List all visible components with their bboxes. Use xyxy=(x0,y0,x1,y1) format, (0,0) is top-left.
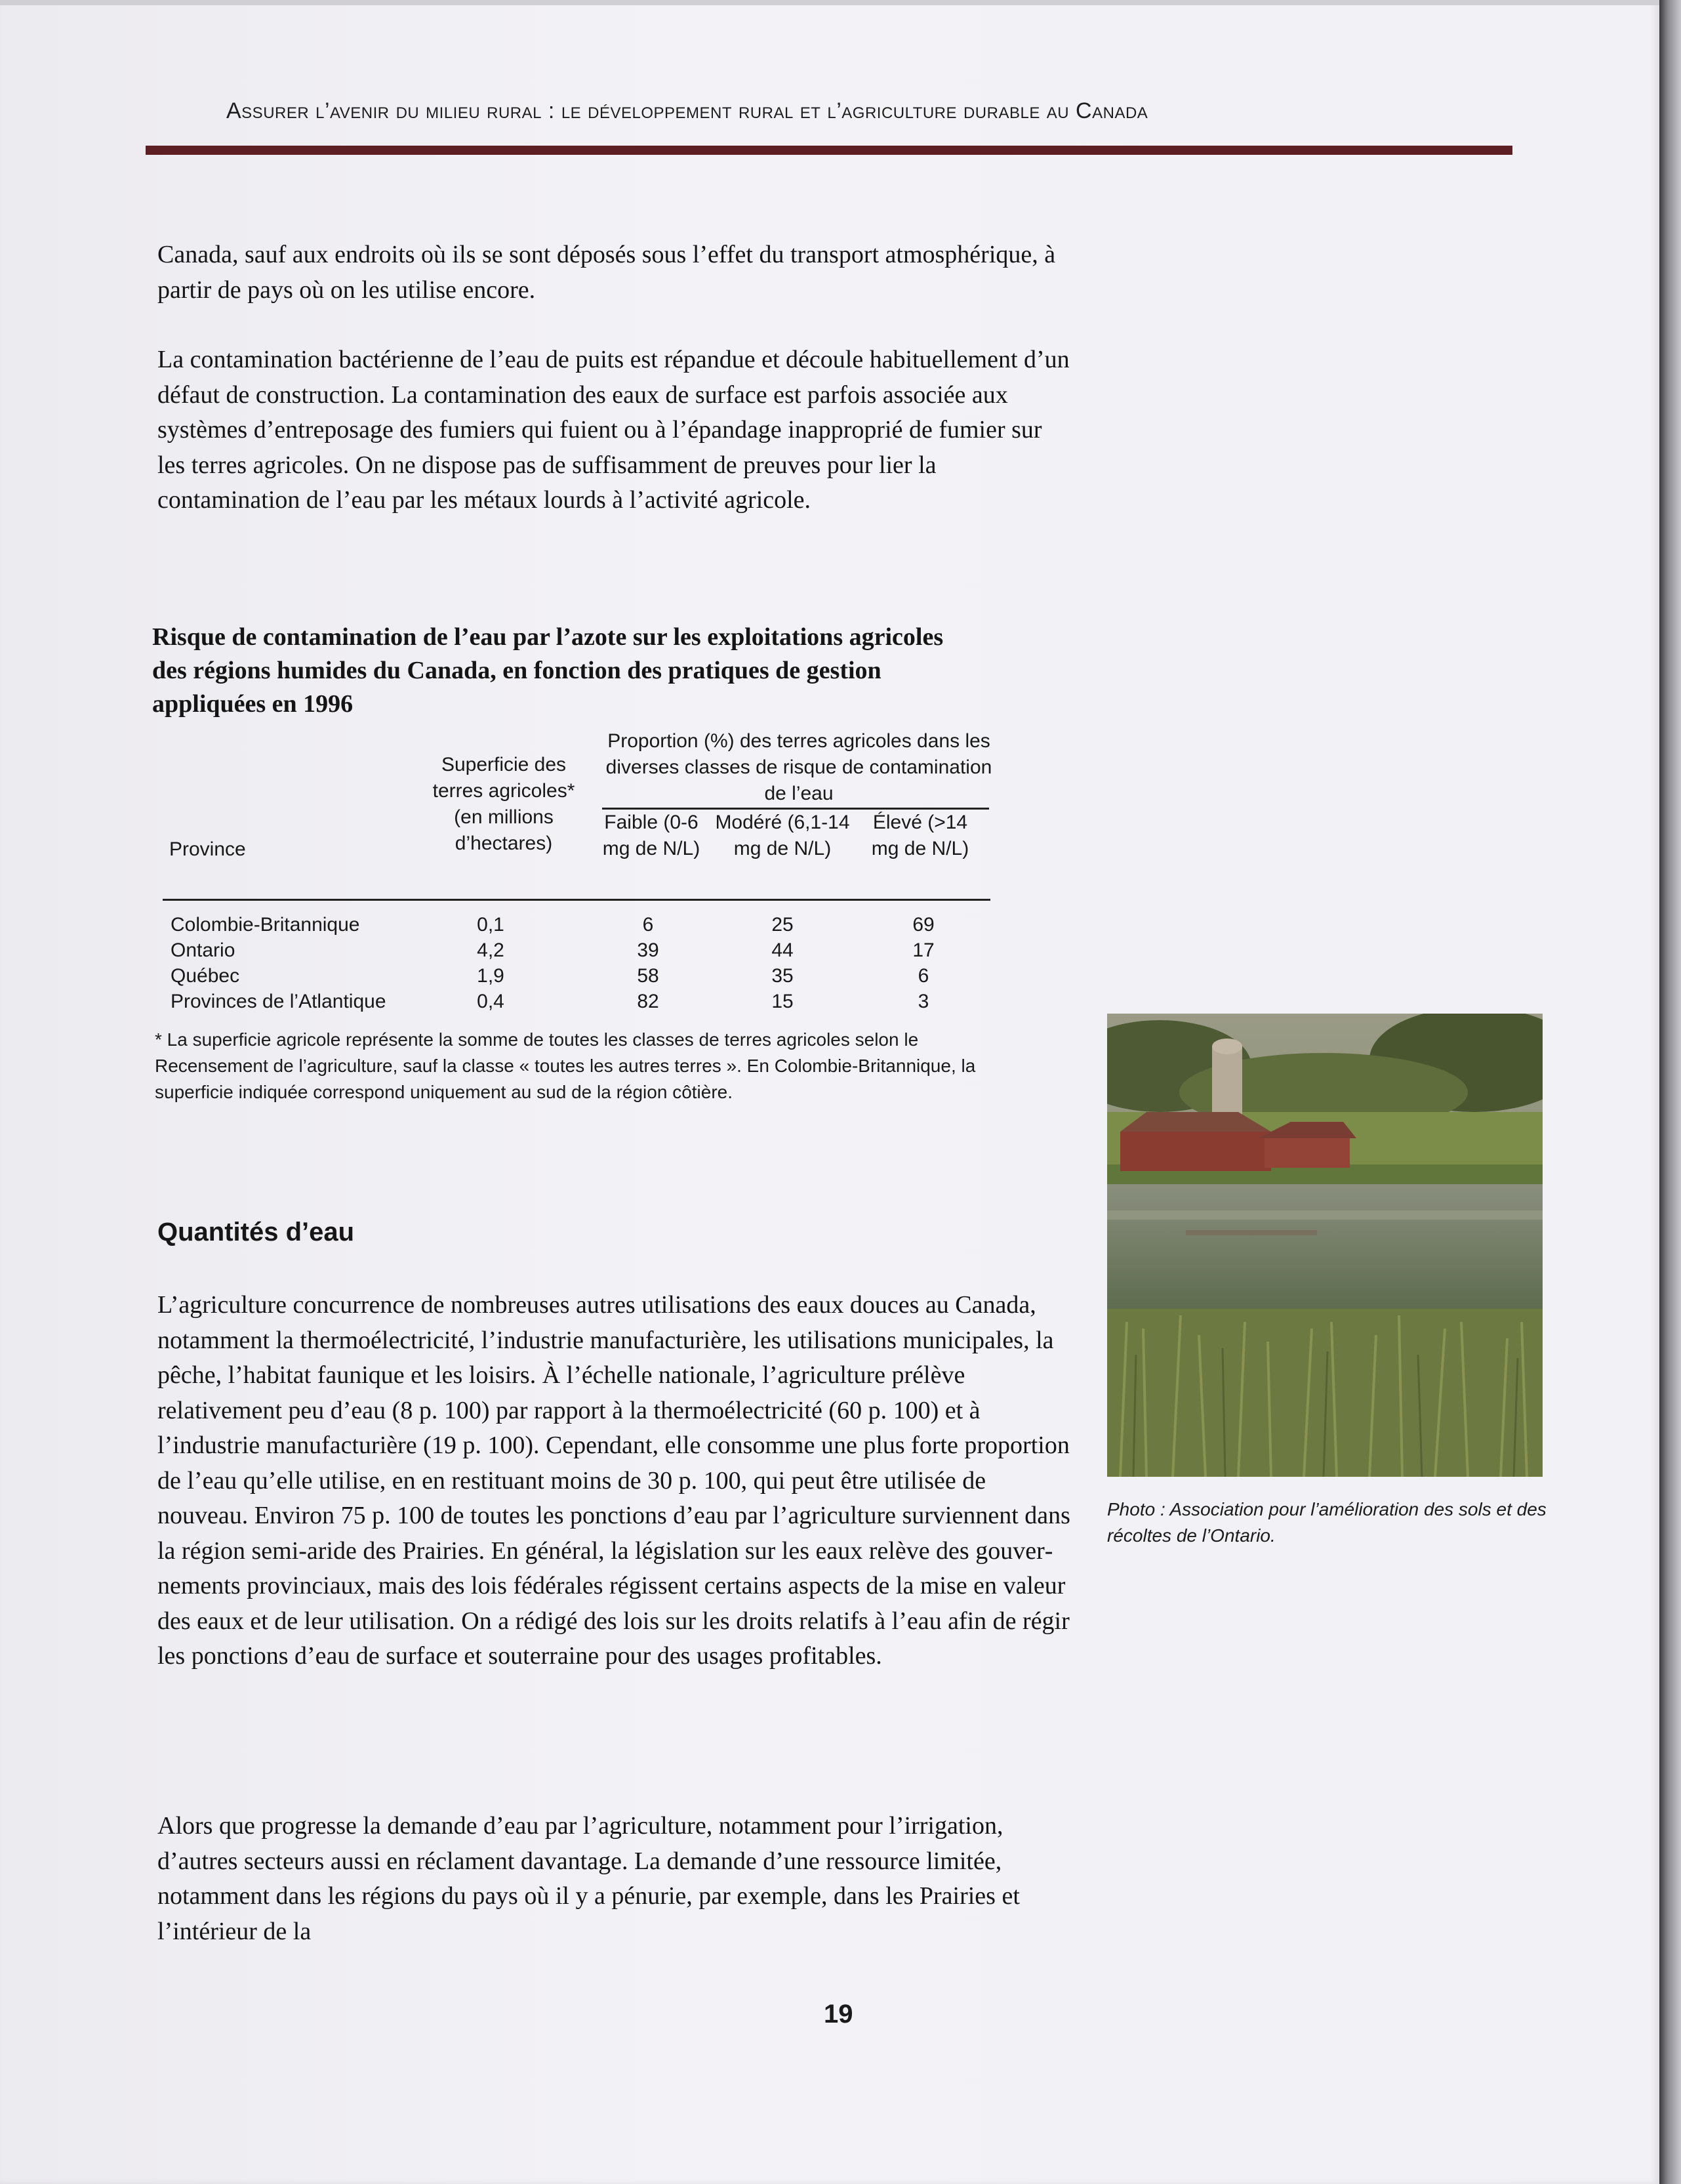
cell-eleve: 17 xyxy=(912,939,935,961)
cell-superficie: 4,2 xyxy=(477,939,504,961)
table-footnote: * La superficie agricole représente la somme de toutes les classes de terres agricoles selon le Recensement de l’agriculture, sauf la classe « toutes les autres terres ». En Colombie-Britannique, la superficie indiquée correspond uniquement au sud de la région côtière. xyxy=(155,1029,976,1102)
cell-modere: 44 xyxy=(771,939,794,961)
column-header-faible: Faible (0-6 mg de N/L) xyxy=(602,812,700,859)
table-row xyxy=(163,989,1009,1015)
cell-province: Québec xyxy=(171,965,240,987)
paragraph-text: La contamination bactérienne de l’eau de puits est répandue et découle habituellement d’un défaut de construction. La contamination des eaux de surface est parfois associée aux systèmes d’entreposage des fumiers qui fuient ou à l’épandage inapproprié de fumier sur les terres agricoles. On ne dispose pas de suffisamment de preuves pour lier la contamination de l’eau par les métaux lourds à l’activité agricole. xyxy=(157,346,1070,514)
cell-faible: 6 xyxy=(642,914,654,936)
cell-superficie: 0,1 xyxy=(477,914,504,936)
farm-photo xyxy=(1107,1014,1543,1477)
section-heading: Quantités d’eau xyxy=(157,1218,355,1247)
cell-modere: 25 xyxy=(771,914,794,936)
paragraph-text: Alors que progresse la demande d’eau par l’agriculture, notamment pour l’irrigation, d’autres secteurs aussi en réclament davantage. La demande d’une ressource limitée, notamment dans les régions du pays où il y a pénurie, par exemple, dans les Prairies et l’intérieur de la xyxy=(157,1812,1020,1945)
cell-faible: 58 xyxy=(637,965,659,987)
cell-faible: 39 xyxy=(637,939,659,961)
cell-faible: 82 xyxy=(637,991,659,1012)
table-title: Risque de contamination de l’eau par l’azote sur les exploitations agricoles des régions humides du Canada, en fonction des pratiques de gestion appliquées en 1996 xyxy=(152,623,944,718)
running-head: Assurer l’avenir du milieu rural : le développement rural et l’agriculture durable au Canada xyxy=(226,98,1148,123)
table-row xyxy=(163,912,1009,938)
photo-caption: Photo : Association pour l’amélioration des sols et des récoltes de l’Ontario. xyxy=(1107,1499,1547,1546)
paragraph xyxy=(157,237,1076,308)
cell-eleve: 6 xyxy=(918,965,929,987)
paragraph-text: Canada, sauf aux endroits où ils se sont déposés sous l’effet du transport atmosphérique, à partir de pays où on les utilise encore. xyxy=(157,241,1056,304)
column-header-superficie: Superficie des terres agricoles* (en millions d’hectares) xyxy=(432,754,575,854)
cell-superficie: 1,9 xyxy=(477,965,504,987)
paragraph xyxy=(157,1288,1076,1674)
column-header-proportion: Proportion (%) des terres agricoles dans les diverses classes de risque de contamination de l’eau xyxy=(605,730,992,804)
page-number: 19 xyxy=(824,2000,853,2029)
cell-superficie: 0,4 xyxy=(477,991,504,1012)
column-header-eleve: Élevé (>14 mg de N/L) xyxy=(871,812,969,859)
cell-province: Colombie-Britannique xyxy=(171,914,360,936)
cell-province: Ontario xyxy=(171,939,235,961)
cell-eleve: 3 xyxy=(918,991,929,1012)
cell-modere: 15 xyxy=(771,991,794,1012)
header-divider xyxy=(163,899,990,901)
farm-pond-image xyxy=(1107,1014,1543,1477)
cell-eleve: 69 xyxy=(912,914,935,936)
paragraph-text: L’agriculture concurrence de nombreuses autres utilisations des eaux douces au Canada, notamment la thermoélectricité, l’industrie manufacturière, les utilisations municipales, la pêche, l’habitat faunique et les loisirs. À l’échelle nationale, l’agriculture prélève relativement peu d’eau (8 p. 100) par rapport à la thermoélectricité (60 p. 100) et à l’industrie manufacturière (19 p. 100). Cependant, elle consomme une plus forte proportion de l’eau qu’elle utilise, en en restituant moins de 30 p. 100, qui peut être utilisée de nouveau. Environ 75 p. 100 de toutes les ponctions d’eau par l’agriculture surviennent dans la région semi-aride des Prairies. En général, la législation sur les eaux relève des gouvernements provinciaux, mais des lois fédérales régissent certains aspects de la mise en valeur des eaux et de leur utilisation. On a rédigé des lois sur les droits relatifs à l’eau afin de régir les ponctions d’eau de surface et souterraine pour des usages profitables. xyxy=(157,1291,1070,1670)
paragraph xyxy=(157,342,1076,518)
column-header-modere: Modéré (6,1-14 mg de N/L) xyxy=(715,812,850,859)
table-row xyxy=(163,963,1009,989)
header-rule xyxy=(146,146,1512,155)
paragraph xyxy=(157,1809,1076,1949)
cell-province: Provinces de l’Atlantique xyxy=(171,991,386,1012)
page-top-edge xyxy=(0,0,1659,5)
column-header-province: Province xyxy=(169,838,246,860)
table-row xyxy=(163,937,1009,964)
binding-edge xyxy=(1659,0,1681,2184)
cell-modere: 35 xyxy=(771,965,794,987)
